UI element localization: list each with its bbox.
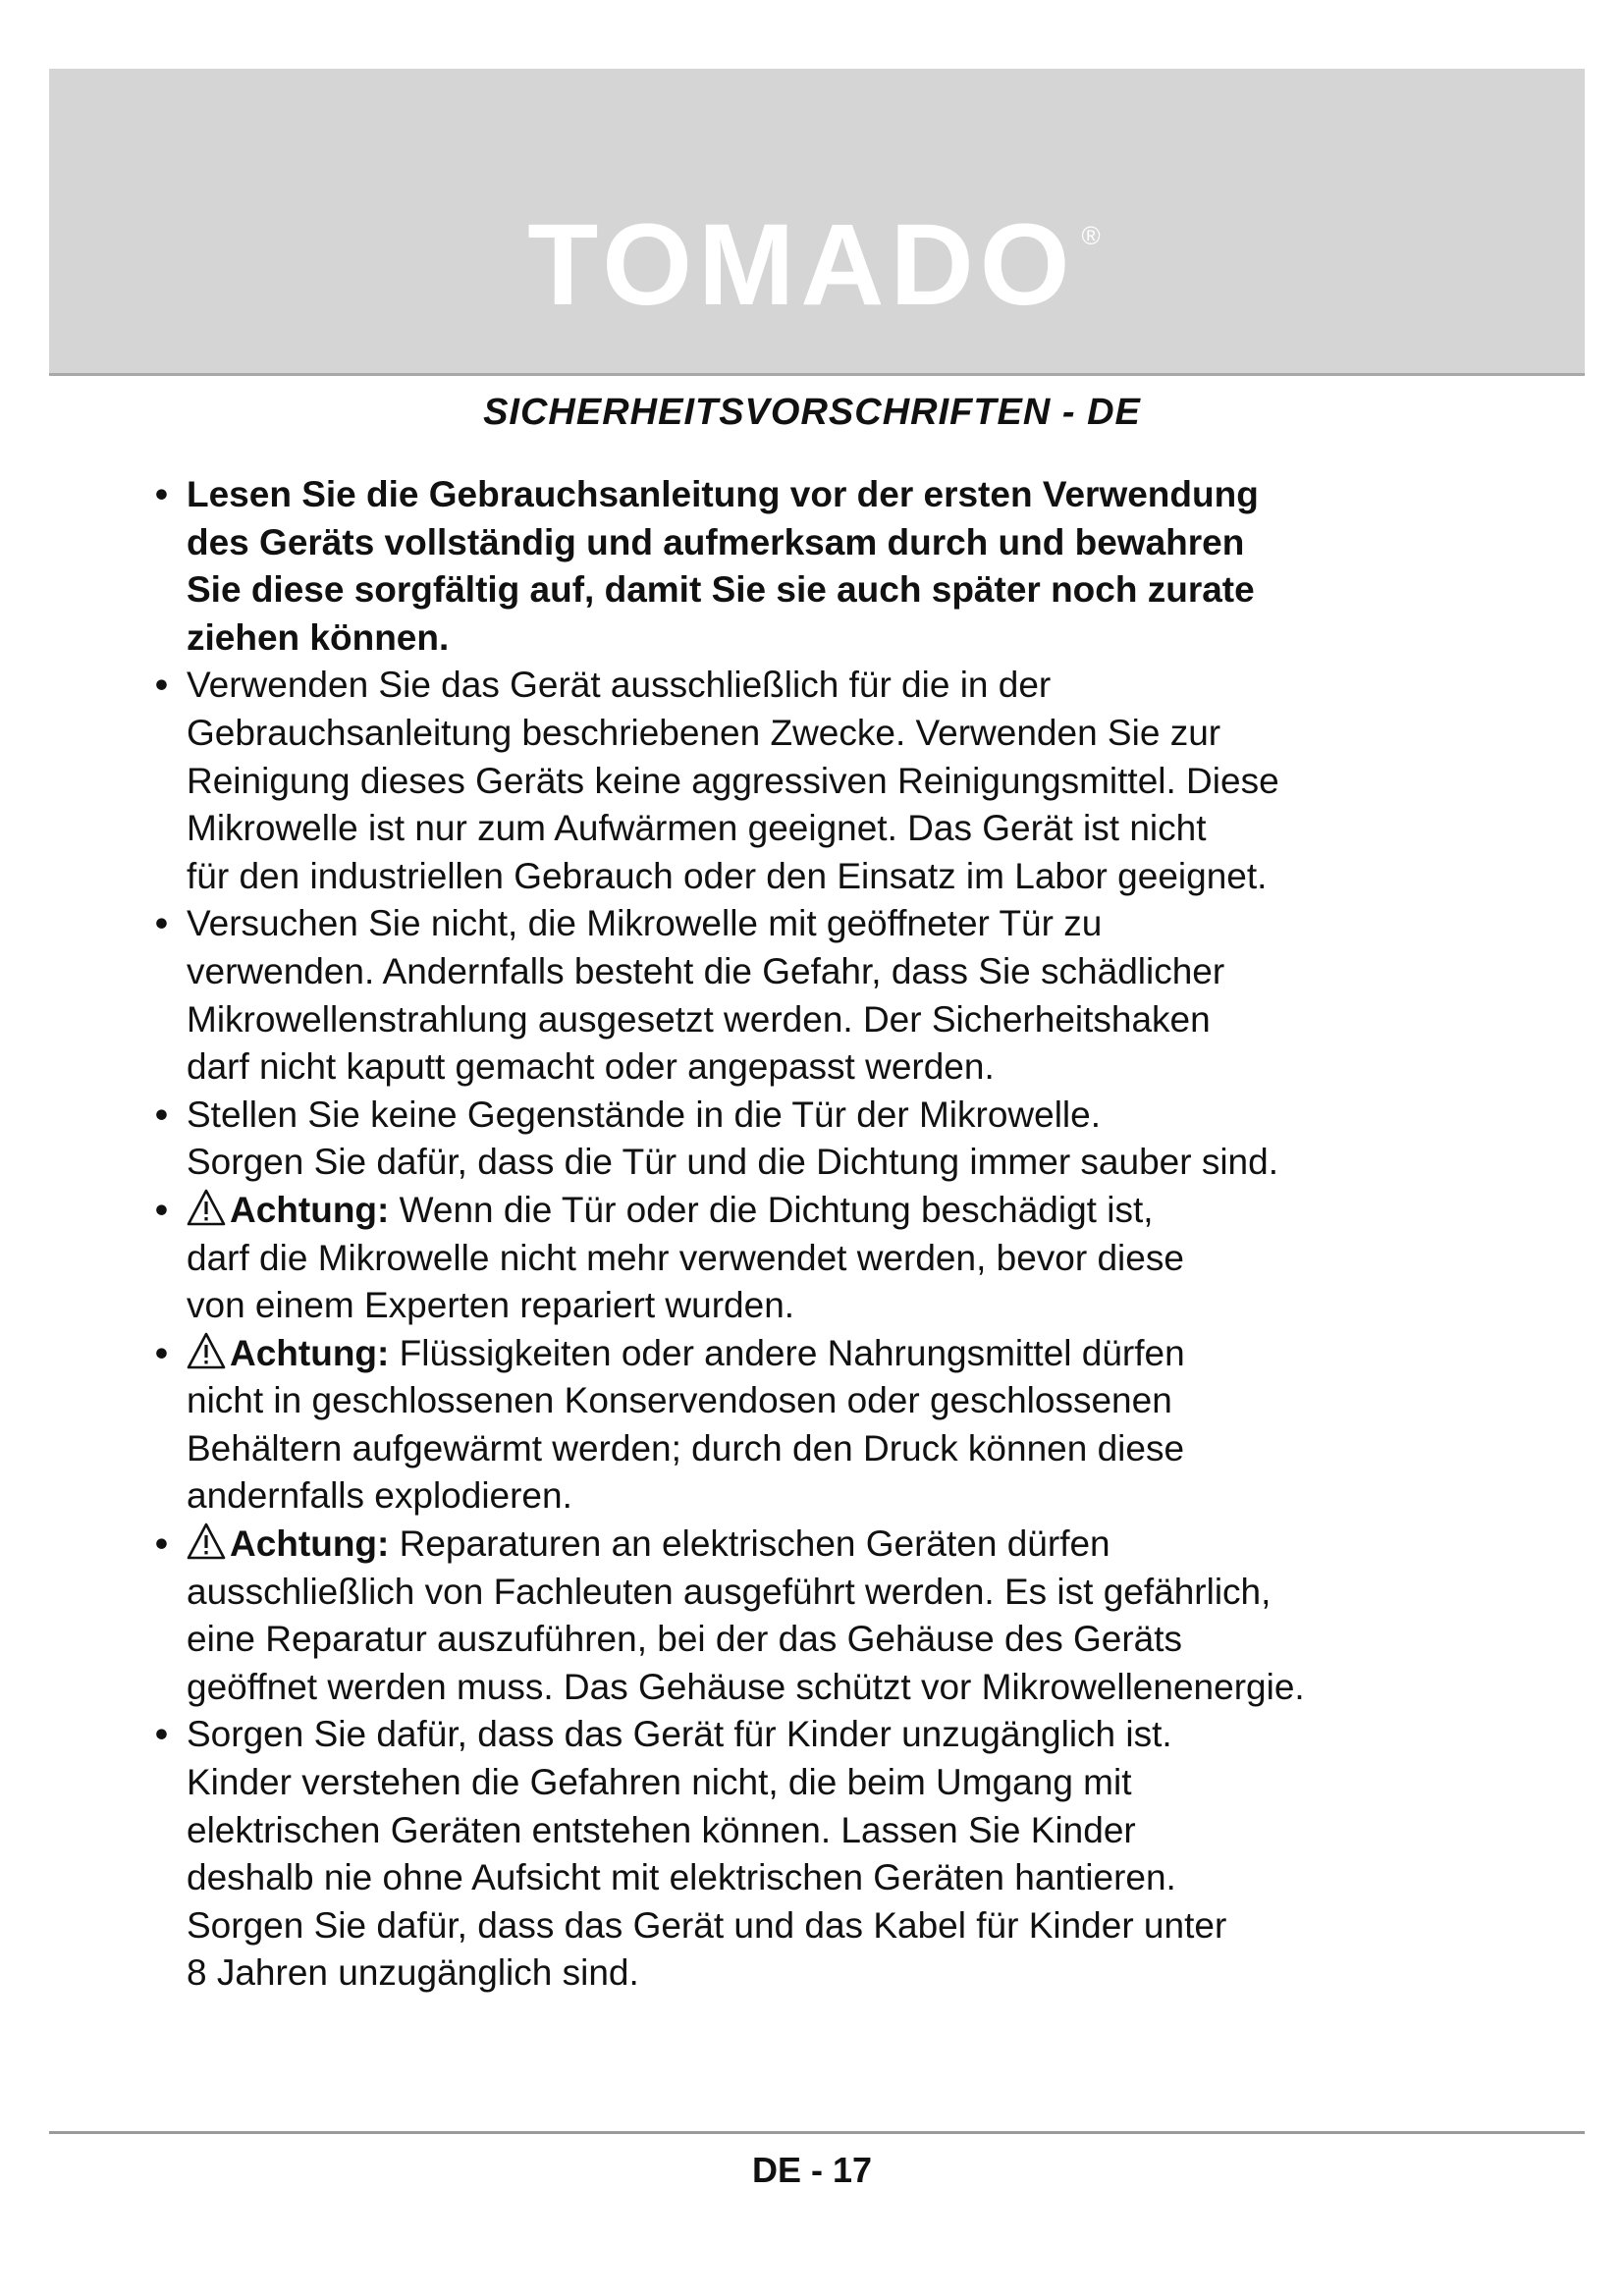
list-item-warning-repairs	[155, 1521, 1549, 1711]
list-item-line: von einem Experten repariert wurden.	[187, 1285, 795, 1326]
list-item-line: Stellen Sie keine Gegenstände in die Tür der Mikrowelle.	[187, 1094, 1101, 1135]
section-title: SICHERHEITSVORSCHRIFTEN - DE	[483, 392, 1141, 433]
warning-triangle-icon	[187, 1331, 226, 1370]
list-item-line: Sorgen Sie dafür, dass das Gerät für Kinder unzugänglich ist.	[187, 1714, 1172, 1755]
list-item-line: nicht in geschlossenen Konservendosen oder geschlossenen	[187, 1380, 1172, 1421]
bullet: •	[155, 474, 168, 514]
bullet: •	[155, 1094, 168, 1135]
safety-instructions-list	[155, 471, 1549, 1998]
warning-triangle-icon	[187, 1188, 226, 1227]
list-item-warning-damaged-door	[155, 1187, 1549, 1330]
brand-logo	[49, 200, 1585, 330]
warning-text: Reparaturen an elektrischen Geräten dürfen	[389, 1523, 1110, 1565]
bullet: •	[155, 1189, 168, 1230]
list-item-intended-use	[155, 662, 1549, 900]
list-item-line: andernfalls explodieren.	[187, 1475, 572, 1517]
warning-triangle-icon	[187, 1522, 226, 1561]
bullet: •	[155, 1714, 168, 1755]
list-item-line: ziehen können.	[187, 616, 450, 658]
list-item-open-door	[155, 900, 1549, 1091]
list-item-door-objects	[155, 1092, 1549, 1187]
list-item-line: geöffnet werden muss. Das Gehäuse schützt vor Mikrowellenenergie.	[187, 1666, 1305, 1707]
warning-text: Wenn die Tür oder die Dichtung beschädigt ist,	[389, 1189, 1154, 1230]
warning-text: Flüssigkeiten oder andere Nahrungsmittel dürfen	[389, 1332, 1185, 1373]
list-item-line: Lesen Sie die Gebrauchsanleitung vor der ersten Verwendung	[187, 474, 1259, 514]
list-item-line: darf die Mikrowelle nicht mehr verwendet werden, bevor diese	[187, 1237, 1184, 1278]
list-item-line: ausschließlich von Fachleuten ausgeführt werden. Es ist gefährlich,	[187, 1571, 1272, 1612]
list-item-line	[187, 1330, 1549, 1378]
list-item-line: Mikrowellenstrahlung ausgesetzt werden. Der Sicherheitshaken	[187, 998, 1211, 1040]
footer-divider	[49, 2131, 1585, 2134]
bullet: •	[155, 1523, 168, 1565]
list-item-line: für den industriellen Gebrauch oder den Einsatz im Labor geeignet.	[187, 855, 1268, 896]
registered-mark: ®	[1081, 221, 1107, 250]
bullet: •	[155, 1332, 168, 1373]
list-item-line	[187, 1521, 1549, 1569]
list-item-line: Behältern aufgewärmt werden; durch den Druck können diese	[187, 1427, 1185, 1468]
list-item-line: darf nicht kaputt gemacht oder angepasst werden.	[187, 1046, 995, 1088]
list-item-line: Reinigung dieses Geräts keine aggressiven Reinigungsmittel. Diese	[187, 760, 1279, 801]
list-item-line: Sie diese sorgfältig auf, damit Sie sie auch später noch zurate	[187, 569, 1255, 611]
page-number: DE - 17	[751, 2150, 873, 2190]
list-item-line: Mikrowelle ist nur zum Aufwärmen geeignet. Das Gerät ist nicht	[187, 808, 1207, 849]
list-item-warning-sealed-containers	[155, 1330, 1549, 1521]
list-item-line: deshalb nie ohne Aufsicht mit elektrischen Geräten hantieren.	[187, 1857, 1176, 1898]
list-item-line: Kinder verstehen die Gefahren nicht, die beim Umgang mit	[187, 1762, 1132, 1803]
list-item-line: Gebrauchsanleitung beschriebenen Zwecke. Verwenden Sie zur	[187, 712, 1221, 753]
list-item-line	[187, 1187, 1549, 1235]
list-item-line: elektrischen Geräten entstehen können. Lassen Sie Kinder	[187, 1809, 1136, 1850]
list-item-line: 8 Jahren unzugänglich sind.	[187, 1952, 639, 1994]
list-item-read-manual	[155, 471, 1549, 662]
list-item-line: Sorgen Sie dafür, dass das Gerät und das Kabel für Kinder unter	[187, 1904, 1227, 1946]
list-item-line: des Geräts vollständig und aufmerksam durch und bewahren	[187, 521, 1245, 562]
list-item-line: Versuchen Sie nicht, die Mikrowelle mit geöffneter Tür zu	[187, 903, 1103, 944]
bullet: •	[155, 665, 168, 706]
list-item-line: eine Reparatur auszuführen, bei der das Gehäuse des Geräts	[187, 1619, 1183, 1660]
list-item-children	[155, 1711, 1549, 1998]
list-item-line: Sorgen Sie dafür, dass die Tür und die Dichtung immer sauber sind.	[187, 1142, 1278, 1183]
warning-label: Achtung:	[230, 1332, 390, 1373]
list-item-line: verwenden. Andernfalls besteht die Gefahr, dass Sie schädlicher	[187, 950, 1225, 991]
list-item-line: Verwenden Sie das Gerät ausschließlich für die in der	[187, 665, 1052, 706]
bullet: •	[155, 903, 168, 944]
header-band	[49, 69, 1585, 376]
warning-label: Achtung:	[230, 1523, 390, 1565]
brand-name: TOMADO	[527, 200, 1076, 330]
warning-label: Achtung:	[230, 1189, 390, 1230]
